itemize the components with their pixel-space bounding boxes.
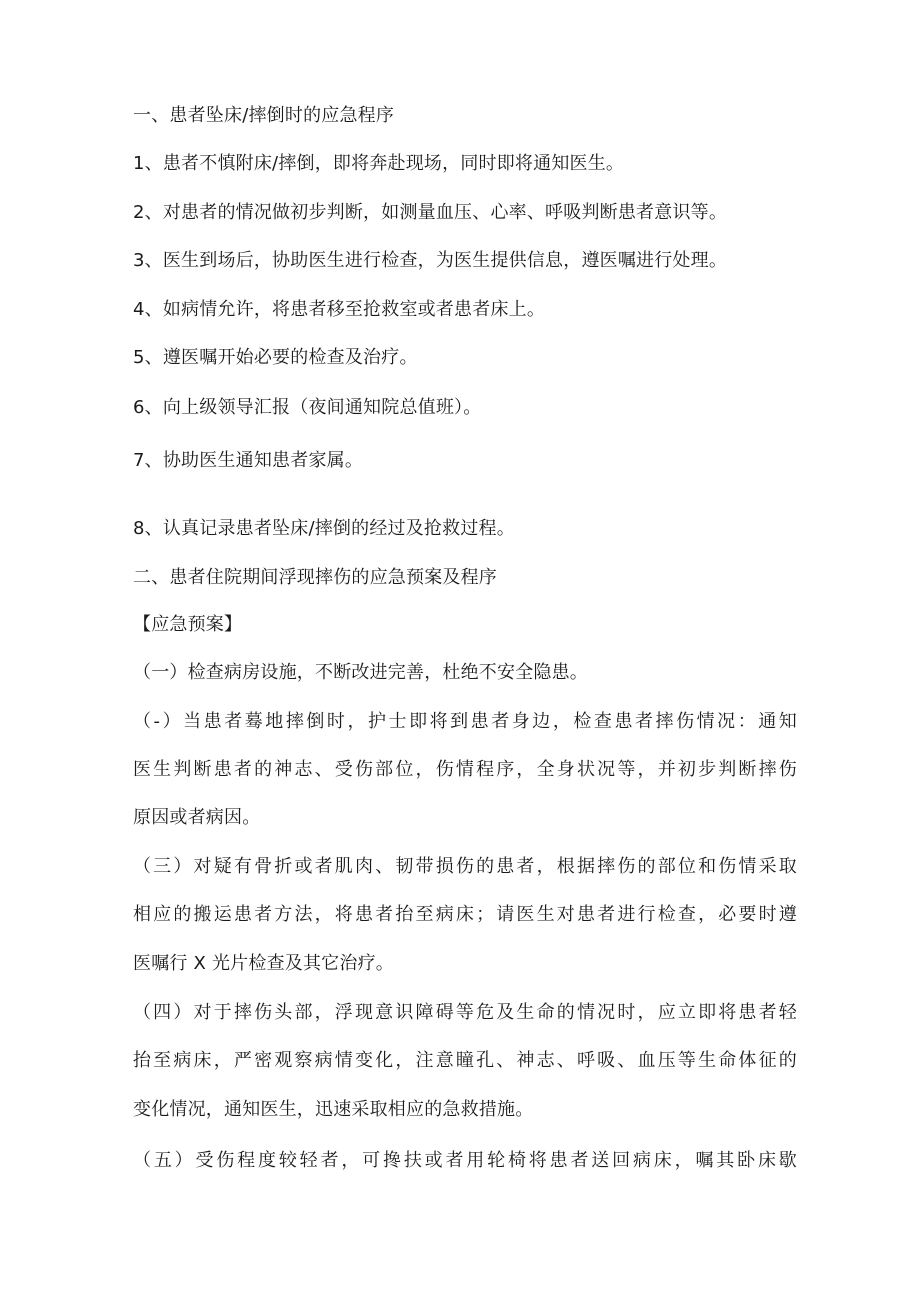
procedure-step-7: 7、协助医生通知患者家属。 — [133, 450, 364, 471]
procedure-step-8: 8、认真记录患者坠床/摔倒的经过及抢救过程。 — [133, 518, 515, 539]
plan-item-2-line-3: 原因或者病因。 — [133, 807, 261, 828]
plan-item-4-line-1: （四）对于摔伤头部，浮现意识障碍等危及生命的情况时，应立即将患者轻 — [133, 1002, 797, 1023]
procedure-step-4: 4、如病情允许，将患者移至抢救室或者患者床上。 — [133, 299, 546, 320]
plan-item-1: （一）检查病房设施，不断改进完善，杜绝不安全隐患。 — [133, 662, 588, 683]
plan-item-5-line-1: （五）受伤程度较轻者，可搀扶或者用轮椅将患者送回病床，嘱其卧床歇 — [133, 1150, 797, 1171]
procedure-step-6: 6、向上级领导汇报（夜间通知院总值班）。 — [133, 397, 482, 418]
procedure-step-2: 2、对患者的情况做初步判断，如测量血压、心率、呼吸判断患者意识等。 — [133, 202, 728, 223]
section-heading-2: 二、患者住院期间浮现摔伤的应急预案及程序 — [133, 567, 497, 588]
subsection-heading: 【应急预案】 — [133, 614, 243, 635]
section-heading-1: 一、患者坠床/摔倒时的应急程序 — [133, 105, 395, 126]
plan-item-2-line-1: （-）当患者蓦地摔倒时，护士即将到患者身边，检查患者摔伤情况：通知 — [133, 711, 797, 732]
plan-item-4-line-3: 变化情况，通知医生，迅速采取相应的急救措施。 — [133, 1099, 534, 1120]
plan-item-2-line-2: 医生判断患者的神志、受伤部位，伤情程序，全身状况等，并初步判断摔伤 — [133, 759, 797, 780]
procedure-step-1: 1、患者不慎附床/摔倒，即将奔赴现场，同时即将通知医生。 — [133, 153, 625, 174]
plan-item-3-line-2: 相应的搬运患者方法，将患者抬至病床；请医生对患者进行检查，必要时遵 — [133, 904, 797, 925]
plan-item-3-line-1: （三）对疑有骨折或者肌肉、韧带损伤的患者，根据摔伤的部位和伤情采取 — [133, 856, 797, 877]
procedure-step-3: 3、医生到场后，协助医生进行检查，为医生提供信息，遵医嘱进行处理。 — [133, 250, 728, 271]
procedure-step-5: 5、遵医嘱开始必要的检查及治疗。 — [133, 347, 418, 368]
plan-item-3-line-3: 医嘱行 X 光片检查及其它治疗。 — [133, 953, 394, 974]
plan-item-4-line-2: 抬至病床，严密观察病情变化，注意瞳孔、神志、呼吸、血压等生命体征的 — [133, 1050, 797, 1071]
